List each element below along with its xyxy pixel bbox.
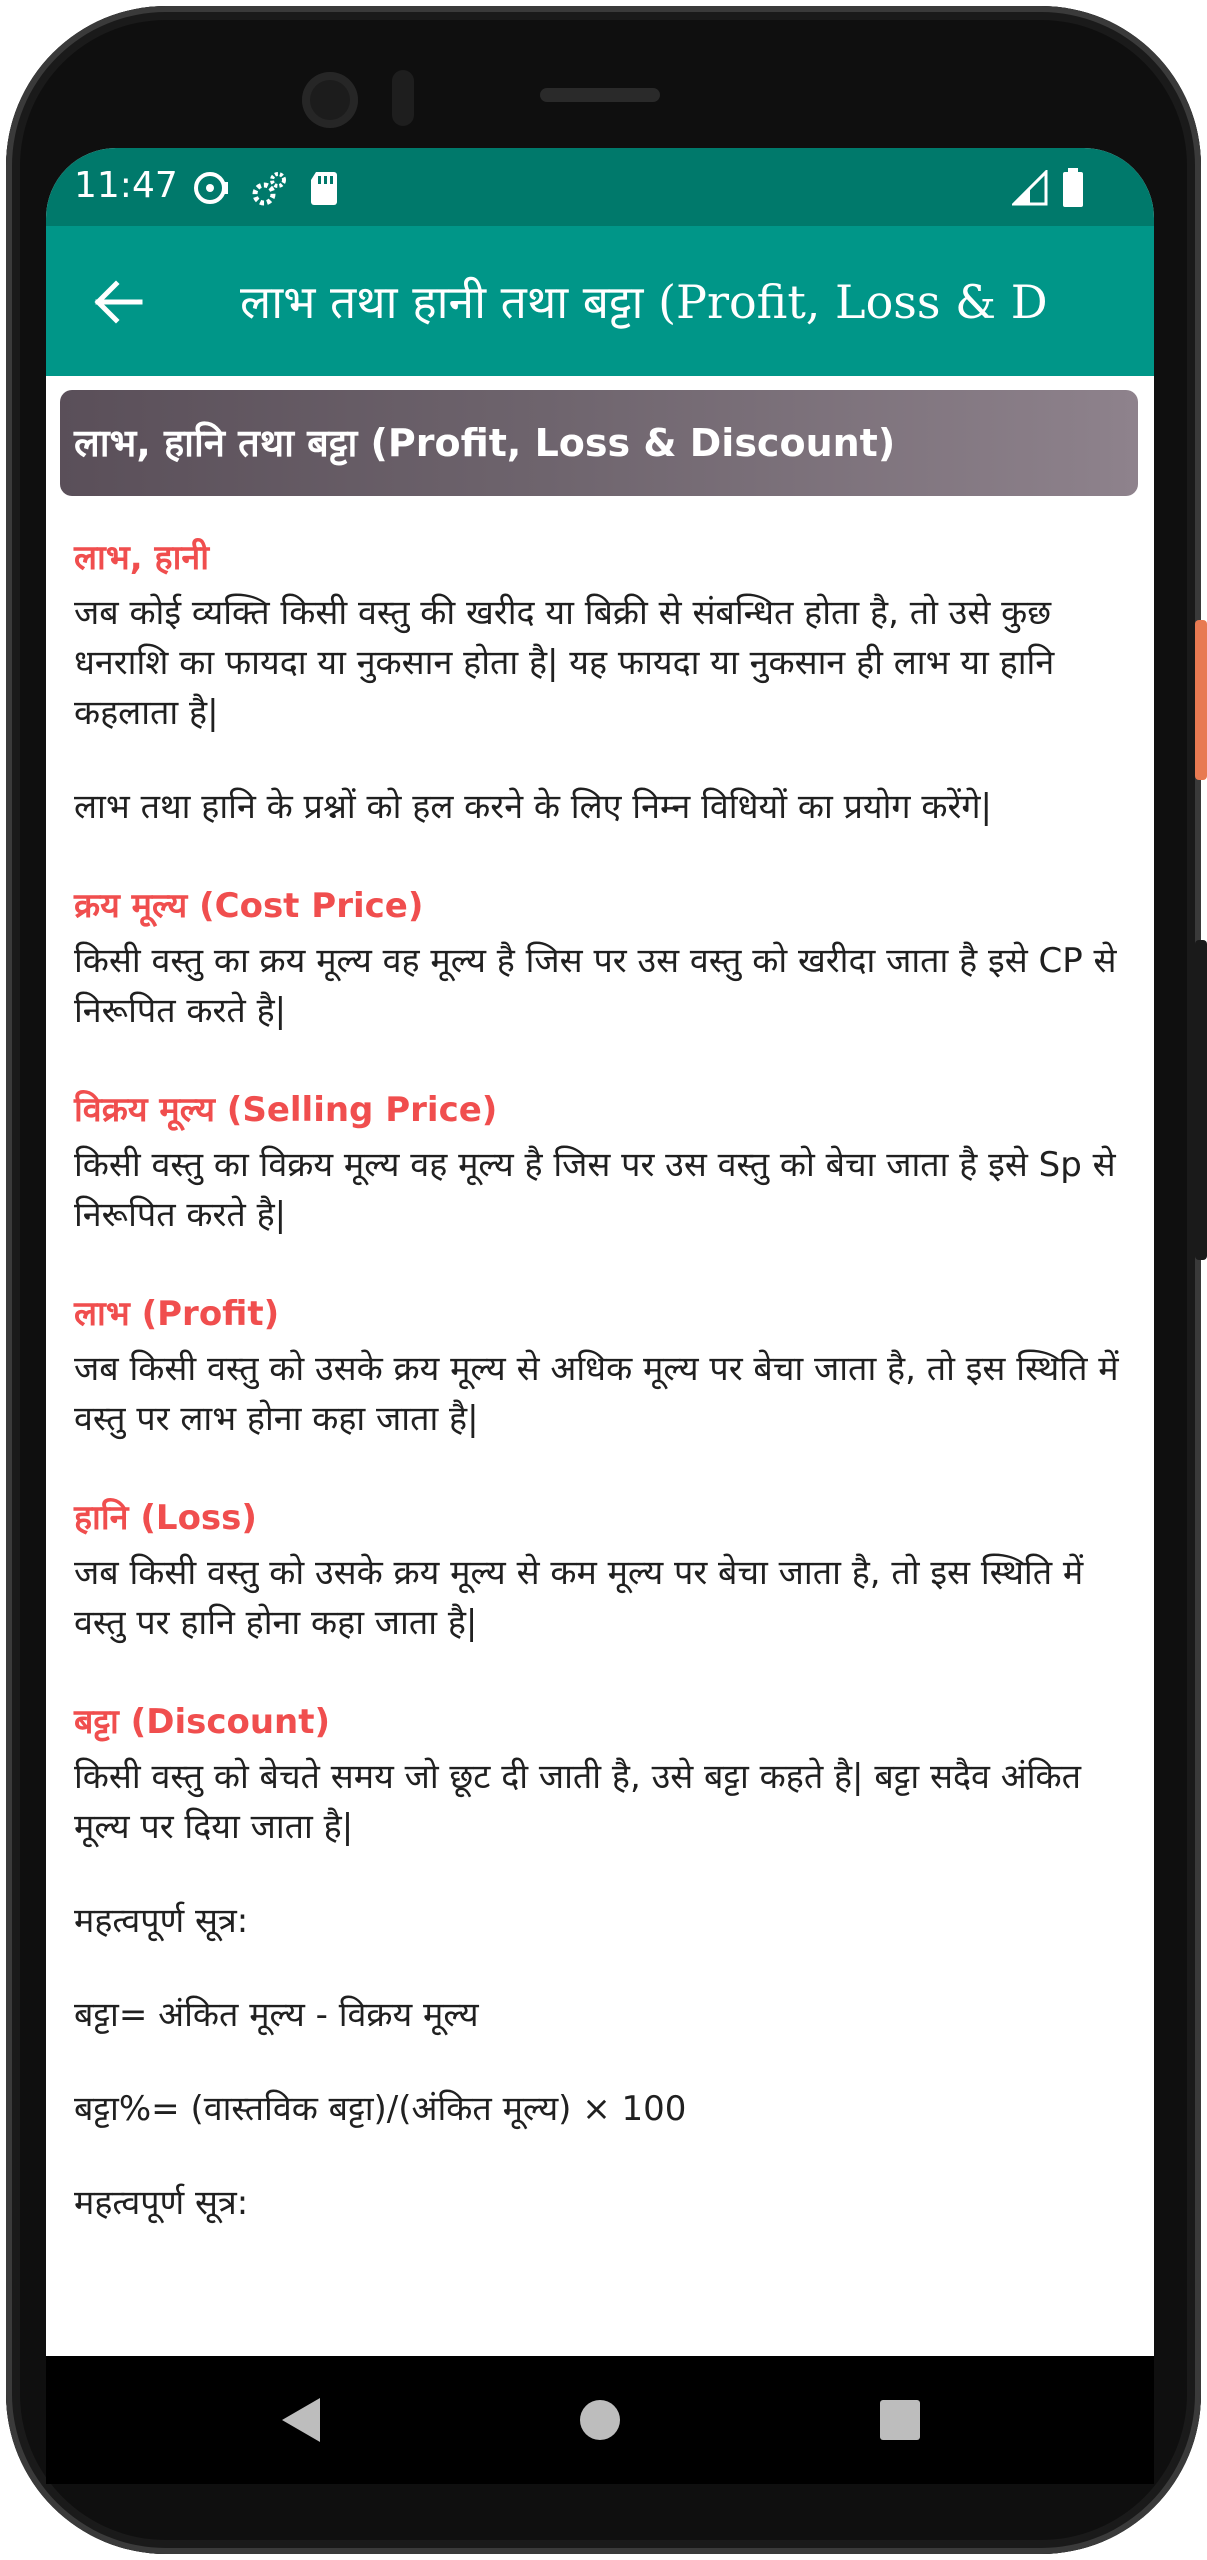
section-profit [74, 1290, 1140, 1444]
section-title: हानि (Loss) [74, 1498, 257, 1538]
topic-header-card [60, 390, 1138, 496]
section-title: लाभ, हानी [74, 538, 210, 578]
formula: बट्टा%= (वास्तविक बट्टा)/(अंकित मूल्य) × 100 [74, 2089, 687, 2129]
section-title: क्रय मूल्य (Cost Price) [74, 886, 424, 926]
paragraph: लाभ तथा हानि के प्रश्नों को हल करने के लिए निम्न विधियों का प्रयोग करेंगे| [74, 787, 993, 827]
article-body [74, 534, 1140, 2278]
power-button [1195, 620, 1207, 780]
screen [46, 148, 1154, 2356]
system-nav-bar [46, 2356, 1154, 2484]
section-profit-loss [74, 534, 1140, 832]
arrow-left-icon[interactable] [86, 270, 150, 334]
formula: बट्टा= अंकित मूल्य - विक्रय मूल्य [74, 1995, 479, 2035]
content-scroll-area[interactable] [46, 376, 1154, 2356]
paragraph: जब किसी वस्तु को उसके क्रय मूल्य से अधिक मूल्य पर बेचा जाता है, तो इस स्थिति में वस्तु पर लाभ होना कहा जाता है| [74, 1349, 1119, 1439]
circle-home-icon[interactable] [568, 2388, 632, 2452]
paragraph: किसी वस्तु को बेचते समय जो छूट दी जाती है, उसे बट्टा कहते है| बट्टा सदैव अंकित मूल्य पर दिया जाता है| [74, 1757, 1082, 1847]
topic-title: लाभ, हानि तथा बट्टा (Profit, Loss & Discount) [74, 421, 896, 465]
section-selling-price [74, 1086, 1140, 1240]
proximity-sensor [392, 70, 414, 126]
paragraph: किसी वस्तु का क्रय मूल्य वह मूल्य है जिस पर उस वस्तु को खरीदा जाता है इसे CP से निरूपित करते है| [74, 941, 1117, 1031]
status-right-icons [1012, 168, 1084, 208]
section-loss [74, 1494, 1140, 1648]
app-bar [46, 226, 1154, 376]
status-bar [46, 148, 1154, 226]
volume-button [1195, 940, 1207, 1260]
status-left-icons [192, 168, 340, 208]
paragraph: किसी वस्तु का विक्रय मूल्य वह मूल्य है जिस पर उस वस्तु को बेचा जाता है इसे Sp से निरूपित करते है| [74, 1145, 1116, 1235]
vpn-disc-icon [192, 168, 232, 208]
paragraph: महत्वपूर्ण सूत्र: [74, 2183, 249, 2223]
earpiece-speaker [540, 88, 660, 102]
signal-icon [1012, 170, 1048, 206]
settings-gear-icon [250, 168, 290, 208]
paragraph: जब किसी वस्तु को उसके क्रय मूल्य से कम मूल्य पर बेचा जाता है, तो इस स्थिति में वस्तु पर हानि होना कहा जाता है| [74, 1553, 1084, 1643]
battery-icon [1062, 168, 1084, 208]
square-recents-icon[interactable] [868, 2388, 932, 2452]
sd-card-icon [308, 168, 340, 208]
paragraph: महत्वपूर्ण सूत्र: [74, 1901, 249, 1941]
section-title: लाभ (Profit) [74, 1294, 280, 1334]
section-cost-price [74, 882, 1140, 1036]
triangle-back-icon[interactable] [270, 2388, 334, 2452]
app-bar-title: लाभ तथा हानी तथा बट्टा (Profit, Loss & D [240, 275, 1048, 329]
status-time: 11:47 [74, 165, 178, 206]
section-title: बट्टा (Discount) [74, 1702, 331, 1742]
front-camera [302, 72, 358, 128]
paragraph: जब कोई व्यक्ति किसी वस्तु की खरीद या बिक्री से संबन्धित होता है, तो उसे कुछ धनराशि का फायदा या नुकसान होता है| यह फायदा या नुकसान ही लाभ या हानि कहलाता है| [74, 593, 1055, 733]
section-title: विक्रय मूल्य (Selling Price) [74, 1090, 498, 1130]
section-discount [74, 1698, 1140, 2228]
